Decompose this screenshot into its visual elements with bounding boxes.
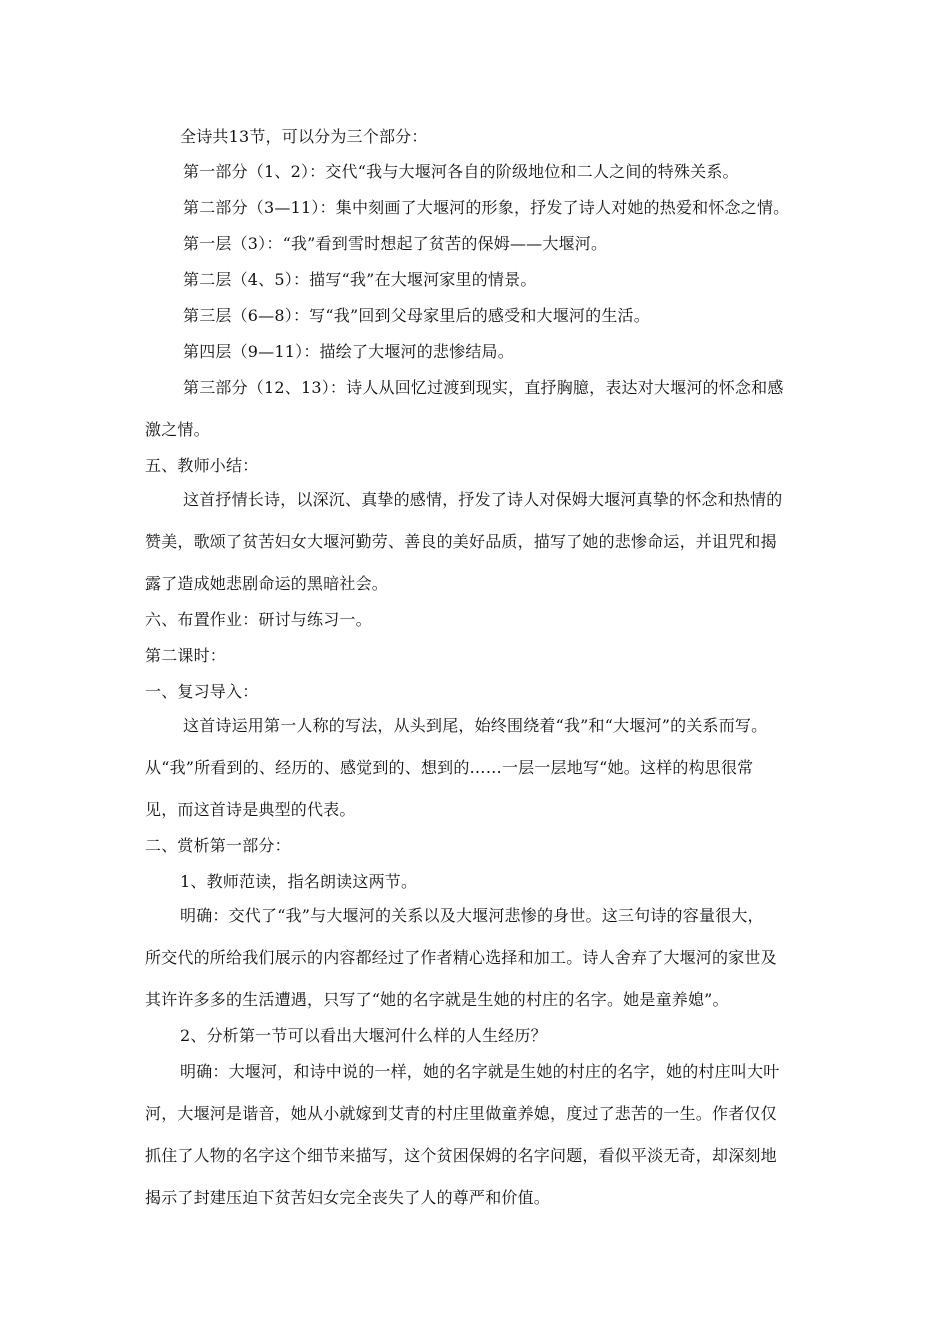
- answer1-line1: 明确：交代了“我”与大堰河的关系以及大堰河悲惨的身世。这三句诗的容量很大，: [180, 906, 764, 925]
- review-line1: 这首诗运用第一人称的写法，从头到尾，始终围绕着“我”和“大堰河”的关系而写。: [183, 716, 768, 735]
- structure-layer2: 第二层（4、5）：描写“我”在大堰河家里的情景。: [183, 270, 537, 289]
- analysis-item2: 2、分析第一节可以看出大堰河什么样的人生经历？: [180, 1026, 547, 1045]
- structure-part2: 第二部分（3—11）：集中刻画了大堰河的形象，抒发了诗人对她的热爱和怀念之情。: [183, 198, 790, 217]
- analysis-item1: 1、教师范读，指名朗读这两节。: [180, 872, 418, 891]
- answer1-line3: 其许许多多的生活遭遇，只写了“她的名字就是生她的村庄的名字。她是童养媳”。: [145, 990, 729, 1009]
- structure-layer3: 第三层（6—8）：写“我”回到父母家里后的感受和大堰河的生活。: [183, 306, 650, 325]
- structure-part1: 第一部分（1、2）：交代“我与大堰河各自的阶级地位和二人之间的特殊关系。: [183, 162, 739, 181]
- review-heading: 一、复习导入：: [145, 682, 259, 701]
- review-line3: 见，而这首诗是典型的代表。: [145, 800, 356, 819]
- summary-line1: 这首抒情长诗，以深沉、真挚的感情，抒发了诗人对保姆大堰河真挚的怀念和热情的: [183, 490, 783, 509]
- answer2-line4: 揭示了封建压迫下贫苦妇女完全丧失了人的尊严和价值。: [145, 1188, 551, 1207]
- answer2-line3: 抓住了人物的名字这个细节来描写，这个贫困保姆的名字问题，看似平淡无奇，却深刻地: [145, 1146, 777, 1165]
- homework-heading: 六、布置作业：研讨与练习一。: [145, 610, 372, 629]
- review-line2: 从“我”所看到的、经历的、感觉到的、想到的……一层一层地写“她。这样的构思很常: [145, 758, 754, 777]
- lesson2-heading: 第二课时：: [145, 646, 227, 665]
- answer2-line2: 河，大堰河是谐音，她从小就嫁到艾青的村庄里做童养媳，度过了悲苦的一生。作者仅仅: [145, 1104, 777, 1123]
- summary-heading: 五、教师小结：: [145, 456, 259, 475]
- structure-layer4: 第四层（9—11）：描绘了大堰河的悲惨结局。: [183, 342, 514, 361]
- structure-intro: 全诗共13节，可以分为三个部分：: [180, 127, 428, 146]
- structure-part3-line1: 第三部分（12、13）：诗人从回忆过渡到现实，直抒胸臆，表达对大堰河的怀念和感: [183, 378, 784, 397]
- structure-layer1: 第一层（3）：“我”看到雪时想起了贫苦的保姆——大堰河。: [183, 234, 608, 253]
- summary-line2: 赞美，歌颂了贫苦妇女大堰河勤劳、善良的美好品质，描写了她的悲惨命运，并诅咒和揭: [145, 532, 777, 551]
- summary-line3: 露了造成她悲剧命运的黑暗社会。: [145, 574, 389, 593]
- answer1-line2: 所交代的所给我们展示的内容都经过了作者精心选择和加工。诗人舍弃了大堰河的家世及: [145, 948, 777, 967]
- answer2-line1: 明确：大堰河，和诗中说的一样，她的名字就是生她的村庄的名字，她的村庄叫大叶: [180, 1062, 780, 1081]
- analysis-heading: 二、赏析第一部分：: [145, 836, 291, 855]
- structure-part3-line2: 激之情。: [145, 420, 210, 439]
